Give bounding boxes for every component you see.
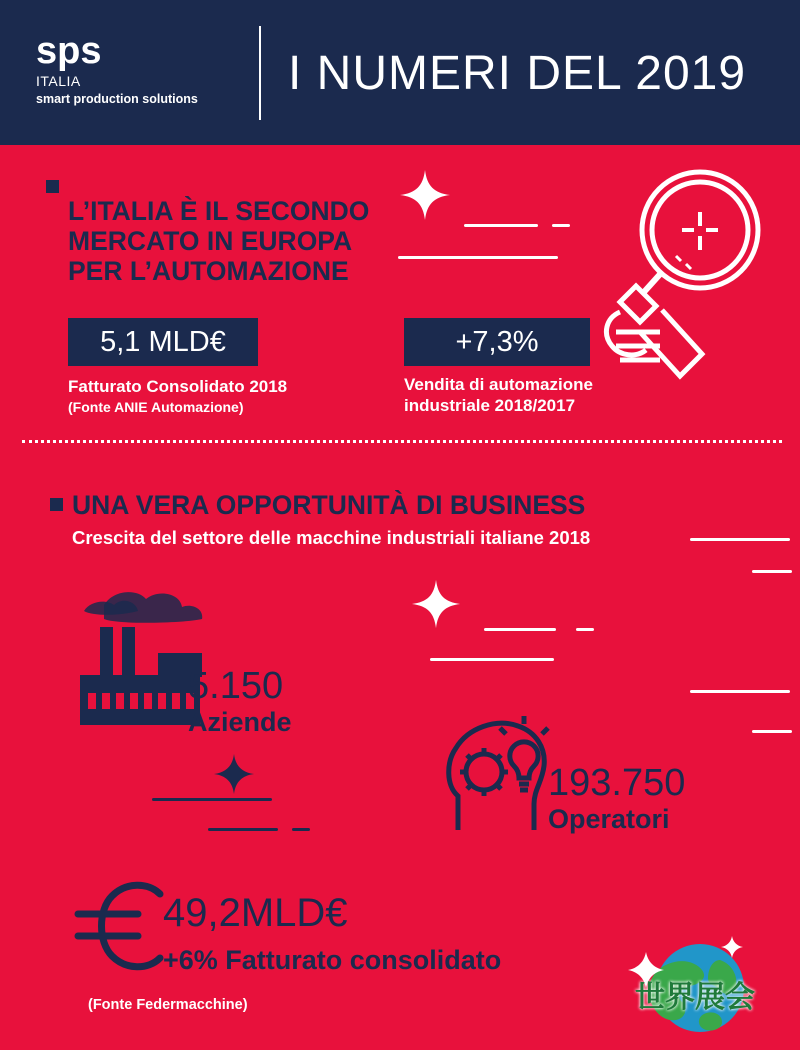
decor-line-6 xyxy=(690,690,790,693)
watermark xyxy=(600,930,790,1040)
stat-caption-vendita-line2: industriale 2018/2017 xyxy=(404,396,576,415)
header-divider xyxy=(259,26,261,120)
decor-line-2 xyxy=(464,224,538,227)
head-gear-bulb-icon xyxy=(440,700,560,840)
decor-line-9 xyxy=(484,628,556,631)
decor-line-8 xyxy=(430,658,554,661)
stat-chip-vendita: +7,3% xyxy=(404,318,590,366)
page-title: I NUMERI DEL 2019 xyxy=(288,47,747,100)
euro-icon xyxy=(68,872,178,982)
section2-bullet-icon xyxy=(50,498,63,511)
decor-line-3 xyxy=(552,224,570,227)
sps-logo xyxy=(36,32,198,107)
logo-main-text: sps xyxy=(36,30,102,72)
stat-number-operatori: 193.750 xyxy=(548,762,686,804)
sparkle-icon-3 xyxy=(212,752,256,796)
decor-line-7 xyxy=(752,730,792,733)
stat-caption-fatturato-source: (Fonte ANIE Automazione) xyxy=(68,399,244,415)
section2-heading: UNA VERA OPPORTUNITÀ DI BUSINESS xyxy=(72,490,586,520)
section2-subheading: Crescita del settore delle macchine industriali italiane 2018 xyxy=(72,527,591,548)
decor-line-1 xyxy=(398,256,558,259)
stat-label-aziende: Aziende xyxy=(188,707,292,737)
stat-caption-fatturato xyxy=(68,376,378,418)
decor-line-13 xyxy=(292,828,310,831)
stat-caption-vendita xyxy=(404,374,664,416)
magnifier-hand-icon xyxy=(600,160,800,380)
stat-label-fatturato-consolidato: +6% Fatturato consolidato xyxy=(163,945,502,975)
stat-number-aziende: 5.150 xyxy=(188,665,284,707)
header xyxy=(0,0,800,145)
decor-line-10 xyxy=(576,628,594,631)
stat-number-fatturato-consolidato: 49,2MLD€ xyxy=(163,891,348,935)
decor-line-12 xyxy=(208,828,278,831)
logo-tagline-text: smart production solutions xyxy=(36,92,198,106)
section1-heading: L’ITALIA È IL SECONDO MERCATO IN EUROPA PER L’AUTOMAZIONE xyxy=(68,196,370,286)
decor-line-4 xyxy=(690,538,790,541)
stat-label-operatori: Operatori xyxy=(548,804,670,834)
decor-line-5 xyxy=(752,570,792,573)
stat-source-federmacchine: (Fonte Federmacchine) xyxy=(88,997,248,1013)
sparkle-icon-1 xyxy=(398,168,452,222)
watermark-text: 世界展会 xyxy=(635,980,755,1015)
section-divider-dotted xyxy=(22,440,782,443)
stat-chip-fatturato: 5,1 MLD€ xyxy=(68,318,258,366)
sparkle-icon-2 xyxy=(410,578,462,630)
section1-bullet-icon xyxy=(46,180,59,193)
logo-country-text: ITALIA xyxy=(36,73,81,89)
stat-caption-vendita-line1: Vendita di automazione xyxy=(404,375,593,394)
decor-line-11 xyxy=(152,798,272,801)
stat-caption-fatturato-line1: Fatturato Consolidato 2018 xyxy=(68,377,288,396)
